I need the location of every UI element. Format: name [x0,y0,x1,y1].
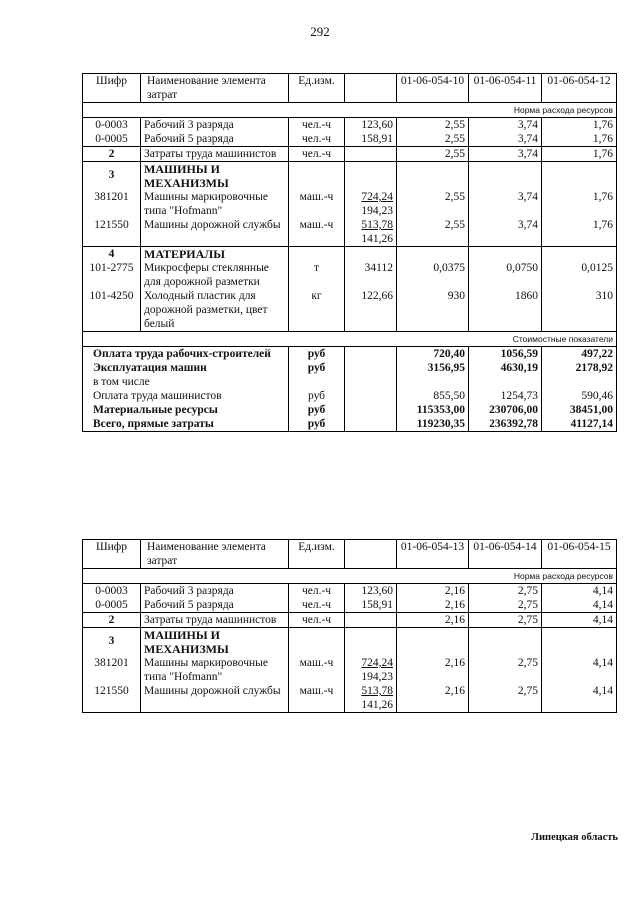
table-row: 121550 Машины дорожной службы маш.-ч 513,78 141,26 2,16 2,75 4,14 [83,684,617,713]
cost-row: Оплата труда машинистов руб 855,50 1254,73 590,46 [83,389,617,403]
table-row: 381201 Машины маркировочные типа "Hofmann" маш.-ч 724,24 194,23 2,55 3,74 1,76 [83,190,617,218]
header-col-3: 01-06-054-15 [542,540,617,569]
table-row: 0-0005 Рабочий 5 разряда чел.-ч 158,91 2,55 3,74 1,76 [83,132,617,147]
table-header-row [83,540,617,569]
costs-subheader: Стоимостные показатели [83,332,617,347]
header-col-3: 01-06-054-12 [542,74,617,103]
page-number: 292 [310,24,330,39]
resource-table-2 [82,539,617,713]
cost-row: Всего, прямые затраты руб 119230,35 236392,78 41127,14 [83,417,617,432]
table-row: 0-0003 Рабочий 3 разряда чел.-ч 123,60 2,16 2,75 4,14 [83,584,617,599]
header-code: Шифр [83,74,141,103]
cost-row: Эксплуатация машин в том числе руб 3156,95 4630,19 2178,92 [83,361,617,389]
table-row: 0-0005 Рабочий 5 разряда чел.-ч 158,91 2,16 2,75 4,14 [83,598,617,613]
header-unit: Ед.изм. [289,540,345,569]
table-row: 121550 Машины дорожной службы маш.-ч 513,78 141,26 2,55 3,74 1,76 [83,218,617,247]
header-code: Шифр [83,540,141,569]
table-header-row [83,74,617,103]
resource-table-1 [82,73,617,432]
table-row: 2 Затраты труда машинистов чел.-ч 2,16 2,75 4,14 [83,613,617,628]
header-name: Наименование элемента затрат [141,540,289,569]
table-row: 101-2775 Микросферы стеклянные для дорожной разметки т 34112 0,0375 0,0750 0,0125 [83,261,617,289]
header-col-2: 01-06-054-11 [469,74,542,103]
section-row: 4 МАТЕРИАЛЫ [83,247,617,262]
section-row: 3 МАШИНЫ И МЕХАНИЗМЫ [83,628,617,657]
table-row: 0-0003 Рабочий 3 разряда чел.-ч 123,60 2,55 3,74 1,76 [83,118,617,133]
header-name: Наименование элемента затрат [141,74,289,103]
header-unit: Ед.изм. [289,74,345,103]
header-col-2: 01-06-054-14 [469,540,542,569]
cost-row: Оплата труда рабочих-строителей руб 720,40 1056,59 497,22 [83,347,617,362]
cost-row: Материальные ресурсы руб 115353,00 230706,00 38451,00 [83,403,617,417]
table-row: 101-4250 Холодный пластик для дорожной разметки, цвет белый кг 122,66 930 1860 310 [83,289,617,332]
norms-subheader: Норма расхода ресурсов [83,569,617,584]
norms-subheader: Норма расхода ресурсов [83,103,617,118]
section-row: 3 МАШИНЫ И МЕХАНИЗМЫ [83,162,617,191]
header-col-1: 01-06-054-10 [397,74,469,103]
region-footer: Липецкая область [531,832,618,843]
table-row: 2 Затраты труда машинистов чел.-ч 2,55 3,74 1,76 [83,147,617,162]
table-row: 381201 Машины маркировочные типа "Hofmann" маш.-ч 724,24 194,23 2,16 2,75 4,14 [83,656,617,684]
header-col-1: 01-06-054-13 [397,540,469,569]
